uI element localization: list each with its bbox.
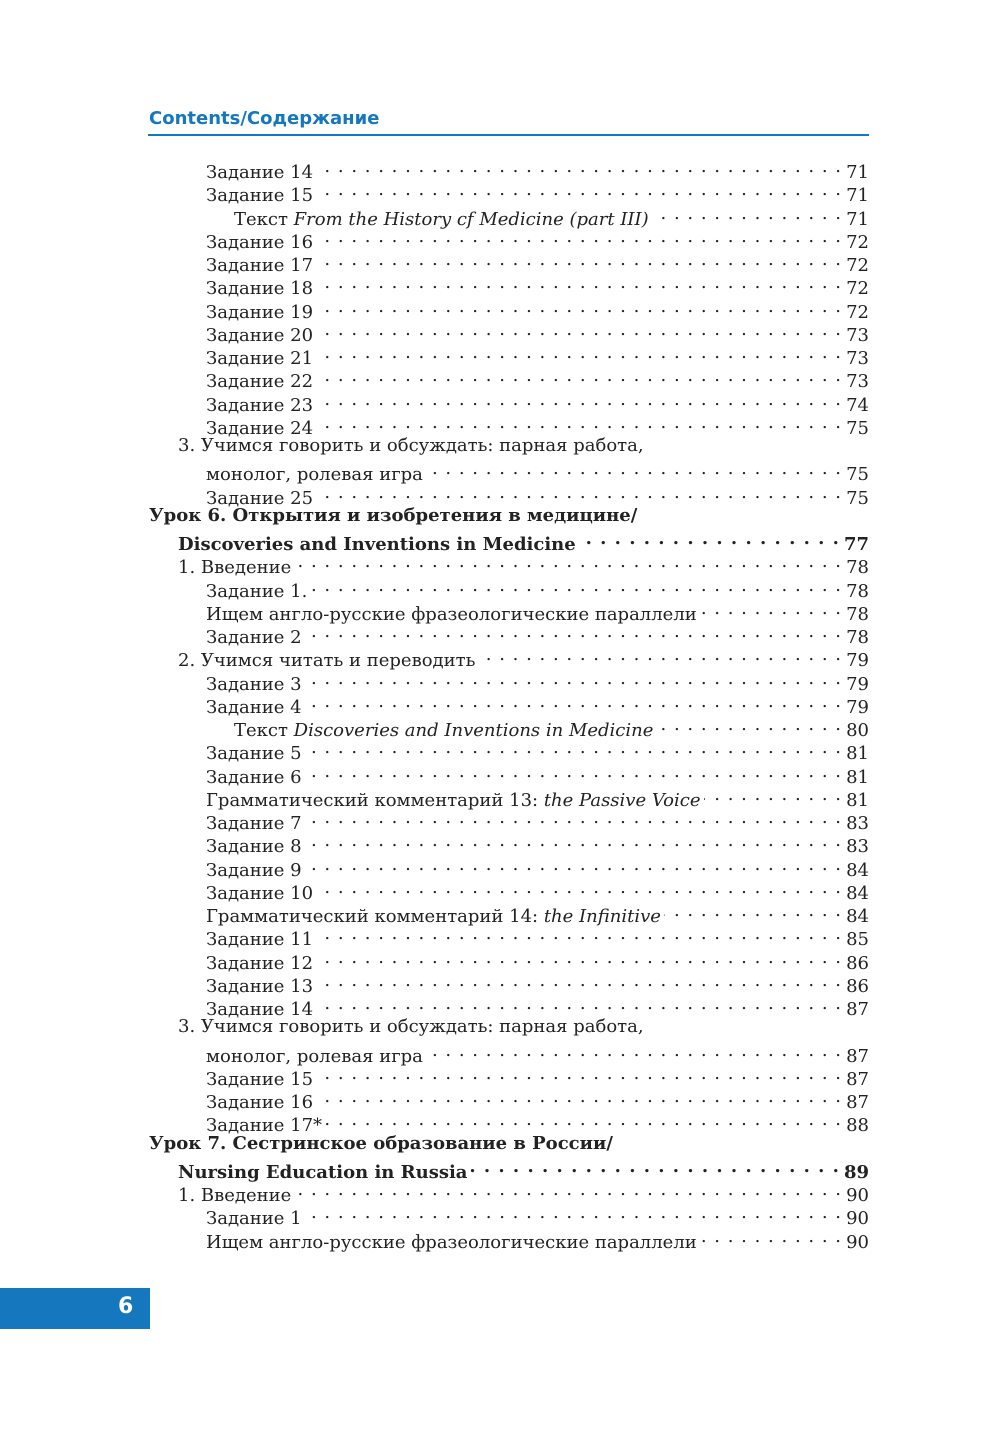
toc-entry-title: Урок 6. Открытия и изобретения в медицине/	[149, 504, 638, 526]
leader-dots	[316, 364, 842, 387]
toc-entry-page: 72	[846, 231, 869, 253]
toc-entry[interactable]	[206, 760, 869, 788]
toc-entry-page: 81	[846, 743, 869, 765]
leader-dots	[316, 992, 842, 1015]
leader-dots	[316, 946, 842, 969]
leader-dots	[305, 806, 842, 829]
leader-dots	[316, 318, 842, 341]
toc-entry[interactable]	[178, 550, 869, 579]
leader-dots	[305, 690, 842, 713]
toc-entry-title: монолог, ролевая игра	[206, 1045, 423, 1067]
toc-entry[interactable]	[206, 969, 869, 997]
toc-entry-title: Задание 22	[206, 371, 314, 393]
toc-entry-page: 78	[846, 627, 869, 648]
leader-dots	[426, 1039, 842, 1062]
leader-dots	[316, 969, 842, 992]
header-divider	[148, 134, 869, 136]
toc-entry-page: 72	[846, 278, 869, 300]
leader-dots	[305, 620, 842, 643]
leader-dots	[700, 1225, 842, 1248]
toc-entry-title: Задание 8	[206, 836, 302, 858]
toc-entry-page: 84	[846, 882, 869, 904]
toc-entry[interactable]	[206, 225, 869, 253]
toc-entry-page: 79	[846, 673, 869, 695]
leader-dots	[316, 225, 842, 248]
toc-entry-title: Грамматический комментарий 14: the Infinitive	[206, 906, 661, 927]
toc-entry[interactable]	[206, 1225, 869, 1253]
toc-entry-page: 78	[846, 557, 869, 579]
toc-entry[interactable]	[206, 1039, 869, 1067]
toc-entry[interactable]	[178, 1178, 869, 1206]
toc-entry-page: 87	[846, 1068, 869, 1090]
toc-entry[interactable]	[206, 876, 869, 904]
toc-entry-title: Задание 24	[206, 417, 314, 439]
toc-entry-page: 90	[846, 1208, 869, 1230]
toc-entry[interactable]	[178, 1155, 869, 1183]
toc-entry[interactable]	[206, 899, 869, 927]
leader-dots	[470, 1155, 839, 1178]
toc-entry-title: Ищем англо-русские фразеологические параллели	[206, 1231, 697, 1253]
toc-entry[interactable]	[234, 202, 869, 230]
leader-dots	[325, 1108, 842, 1131]
leader-dots	[426, 457, 842, 480]
toc-entry[interactable]	[206, 620, 869, 648]
leader-dots	[316, 1085, 842, 1108]
leader-dots	[294, 550, 842, 573]
toc-entry-title: Задание 4	[206, 696, 302, 718]
leader-dots	[664, 899, 842, 922]
leader-dots	[305, 760, 842, 783]
page-header-title: Contents/Содержание	[149, 108, 380, 129]
leader-dots	[310, 574, 842, 597]
toc-entry-page: 71	[846, 162, 869, 183]
toc-entry[interactable]	[178, 643, 869, 672]
leader-dots	[316, 248, 842, 271]
toc-entry[interactable]	[206, 318, 869, 346]
toc-entry-title: Ищем англо-русские фразеологические параллели	[206, 603, 697, 625]
toc-entry-page: 75	[846, 487, 869, 509]
toc-entry[interactable]	[206, 690, 869, 718]
toc-entry-title: Discoveries and Inventions in Medicine	[178, 534, 576, 555]
toc-entry-title: Задание 14	[206, 162, 314, 183]
toc-entry-title: Задание 6	[206, 766, 302, 788]
toc-entry[interactable]	[234, 713, 869, 741]
toc-entry[interactable]	[206, 155, 869, 183]
toc-entry[interactable]	[206, 457, 869, 486]
toc-entry[interactable]	[206, 922, 869, 951]
toc-entry-title: 2. Учимся читать и переводить	[178, 650, 476, 672]
toc-entry-page: 81	[846, 766, 869, 788]
toc-entry-title: Задание 7	[206, 813, 302, 834]
toc-entry-page: 83	[846, 836, 869, 858]
leader-dots	[316, 1062, 842, 1085]
toc-entry-title: Задание 3	[206, 673, 302, 695]
leader-dots	[656, 713, 842, 736]
toc-entry[interactable]	[206, 597, 869, 625]
toc-entry-title: 3. Учимся говорить и обсуждать: парная работа,	[178, 435, 644, 456]
toc-entry[interactable]	[206, 178, 869, 207]
leader-dots	[316, 922, 842, 945]
page-number: 6	[118, 1294, 134, 1319]
toc-entry-page: 79	[846, 650, 869, 672]
leader-dots	[704, 783, 842, 806]
leader-dots	[316, 876, 842, 899]
toc-entry-title: Задание 2	[206, 627, 302, 648]
toc-entry[interactable]	[206, 1108, 869, 1137]
leader-dots	[700, 597, 842, 620]
toc-entry-title: Задание 18	[206, 278, 314, 300]
toc-entry-page: 84	[846, 906, 869, 927]
leader-dots	[316, 481, 842, 504]
toc-entry-title: Nursing Education in Russia	[178, 1161, 468, 1183]
leader-dots	[316, 388, 842, 411]
toc-entry-page: 84	[846, 859, 869, 881]
toc-entry[interactable]	[206, 829, 869, 858]
toc-entry[interactable]	[149, 1132, 869, 1155]
toc-entry[interactable]	[206, 1201, 869, 1230]
toc-entry[interactable]	[149, 504, 869, 527]
toc-entry-page: 89	[843, 1161, 869, 1183]
leader-dots	[316, 155, 842, 178]
toc-entry-title: Задание 17*	[206, 1115, 323, 1137]
leader-dots	[305, 736, 842, 759]
toc-entry-title: Задание 25	[206, 487, 314, 509]
toc-entry-page: 72	[846, 255, 869, 276]
leader-dots	[305, 829, 842, 852]
toc-entry-page: 90	[846, 1185, 869, 1206]
toc-entry-title: 1. Введение	[178, 1185, 292, 1206]
toc-entry-title: Задание 12	[206, 952, 314, 974]
toc-entry-title: Задание 19	[206, 301, 314, 323]
toc-entry[interactable]	[206, 481, 869, 509]
toc-entry[interactable]	[178, 434, 869, 457]
toc-entry-title: Задание 14	[206, 999, 314, 1020]
toc-entry-title: Задание 23	[206, 394, 314, 416]
leader-dots	[294, 1178, 842, 1201]
leader-dots	[305, 667, 842, 690]
toc-entry-page: 77	[843, 534, 869, 555]
toc-entry-page: 71	[846, 185, 869, 207]
toc-entry[interactable]	[206, 364, 869, 393]
toc-entry[interactable]	[206, 341, 869, 369]
toc-entry-page: 73	[846, 348, 869, 369]
leader-dots	[316, 271, 842, 294]
toc-entry-title: Задание 13	[206, 975, 314, 997]
toc-entry-title: Текст Discoveries and Inventions in Medicine	[234, 720, 654, 741]
toc-entry-title: Задание 15	[206, 185, 314, 207]
leader-dots	[305, 1201, 842, 1224]
toc-entry-page: 73	[846, 324, 869, 346]
toc-entry-page: 71	[846, 208, 869, 230]
toc-entry-title: 1. Введение	[178, 557, 292, 579]
toc-entry[interactable]	[206, 946, 869, 974]
toc-entry-page: 75	[846, 417, 869, 439]
toc-entry-title: Задание 9	[206, 859, 302, 881]
toc-entry-title: Задание 15	[206, 1068, 314, 1090]
toc-entry-page: 87	[846, 999, 869, 1020]
toc-entry-page: 81	[846, 789, 869, 811]
toc-entry-title: Урок 7. Сестринское образование в России/	[149, 1132, 613, 1154]
toc-entry-page: 73	[846, 371, 869, 393]
leader-dots	[652, 202, 842, 225]
toc-entry-page: 87	[846, 1092, 869, 1113]
toc-entry-title: Задание 10	[206, 882, 314, 904]
toc-entry[interactable]	[206, 1085, 869, 1113]
toc-entry[interactable]	[206, 806, 869, 834]
toc-entry-title: Задание 20	[206, 324, 314, 346]
leader-dots	[579, 527, 840, 550]
toc-entry[interactable]	[206, 992, 869, 1020]
toc-entry[interactable]	[178, 1015, 869, 1038]
toc-entry[interactable]	[178, 527, 869, 555]
toc-entry-title: Задание 17	[206, 255, 314, 276]
toc-entry-page: 79	[846, 696, 869, 718]
leader-dots	[478, 643, 842, 666]
toc-entry[interactable]	[206, 736, 869, 765]
toc-entry-page: 85	[846, 929, 869, 951]
toc-entry[interactable]	[206, 271, 869, 300]
toc-entry-title: 3. Учимся говорить и обсуждать: парная работа,	[178, 1016, 644, 1038]
toc-entry[interactable]	[206, 853, 869, 881]
toc-entry[interactable]	[206, 574, 869, 602]
toc-entry-page: 80	[846, 720, 869, 741]
toc-entry[interactable]	[206, 248, 869, 276]
toc-entry-page: 83	[846, 813, 869, 834]
toc-entry[interactable]	[206, 411, 869, 439]
toc-entry-title: Задание 16	[206, 1092, 314, 1113]
toc-entry-title: монолог, ролевая игра	[206, 464, 423, 486]
toc-entry-page: 86	[846, 975, 869, 997]
toc-entry-title: Задание 5	[206, 743, 302, 765]
toc-entry-page: 74	[846, 394, 869, 416]
toc-entry-page: 78	[846, 603, 869, 625]
toc-entry-page: 78	[846, 580, 869, 602]
toc-entry-page: 87	[846, 1045, 869, 1067]
toc-entry[interactable]	[206, 295, 869, 323]
toc-entry-title: Задание 11	[206, 929, 314, 951]
toc-entry[interactable]	[206, 388, 869, 416]
toc-entry-title: Задание 16	[206, 231, 314, 253]
toc-entry-page: 72	[846, 301, 869, 323]
leader-dots	[316, 178, 842, 201]
toc-entry[interactable]	[206, 783, 869, 811]
leader-dots	[316, 295, 842, 318]
toc-entry-page: 86	[846, 952, 869, 974]
toc-entry-page: 90	[846, 1231, 869, 1253]
toc-entry[interactable]	[206, 1062, 869, 1090]
leader-dots	[305, 853, 842, 876]
toc-entry-title: Задание 21	[206, 348, 314, 369]
toc-entry-page: 88	[846, 1115, 869, 1137]
toc-entry-title: Текст From the History cf Medicine (part III)	[234, 208, 649, 230]
toc-entry-page: 75	[846, 464, 869, 486]
leader-dots	[316, 411, 842, 434]
toc-entry[interactable]	[206, 667, 869, 695]
toc-entry-title: Задание 1.	[206, 580, 308, 602]
toc-entry-title: Грамматический комментарий 13: the Passive Voice	[206, 789, 701, 811]
leader-dots	[316, 341, 842, 364]
toc-entry-title: Задание 1	[206, 1208, 302, 1230]
